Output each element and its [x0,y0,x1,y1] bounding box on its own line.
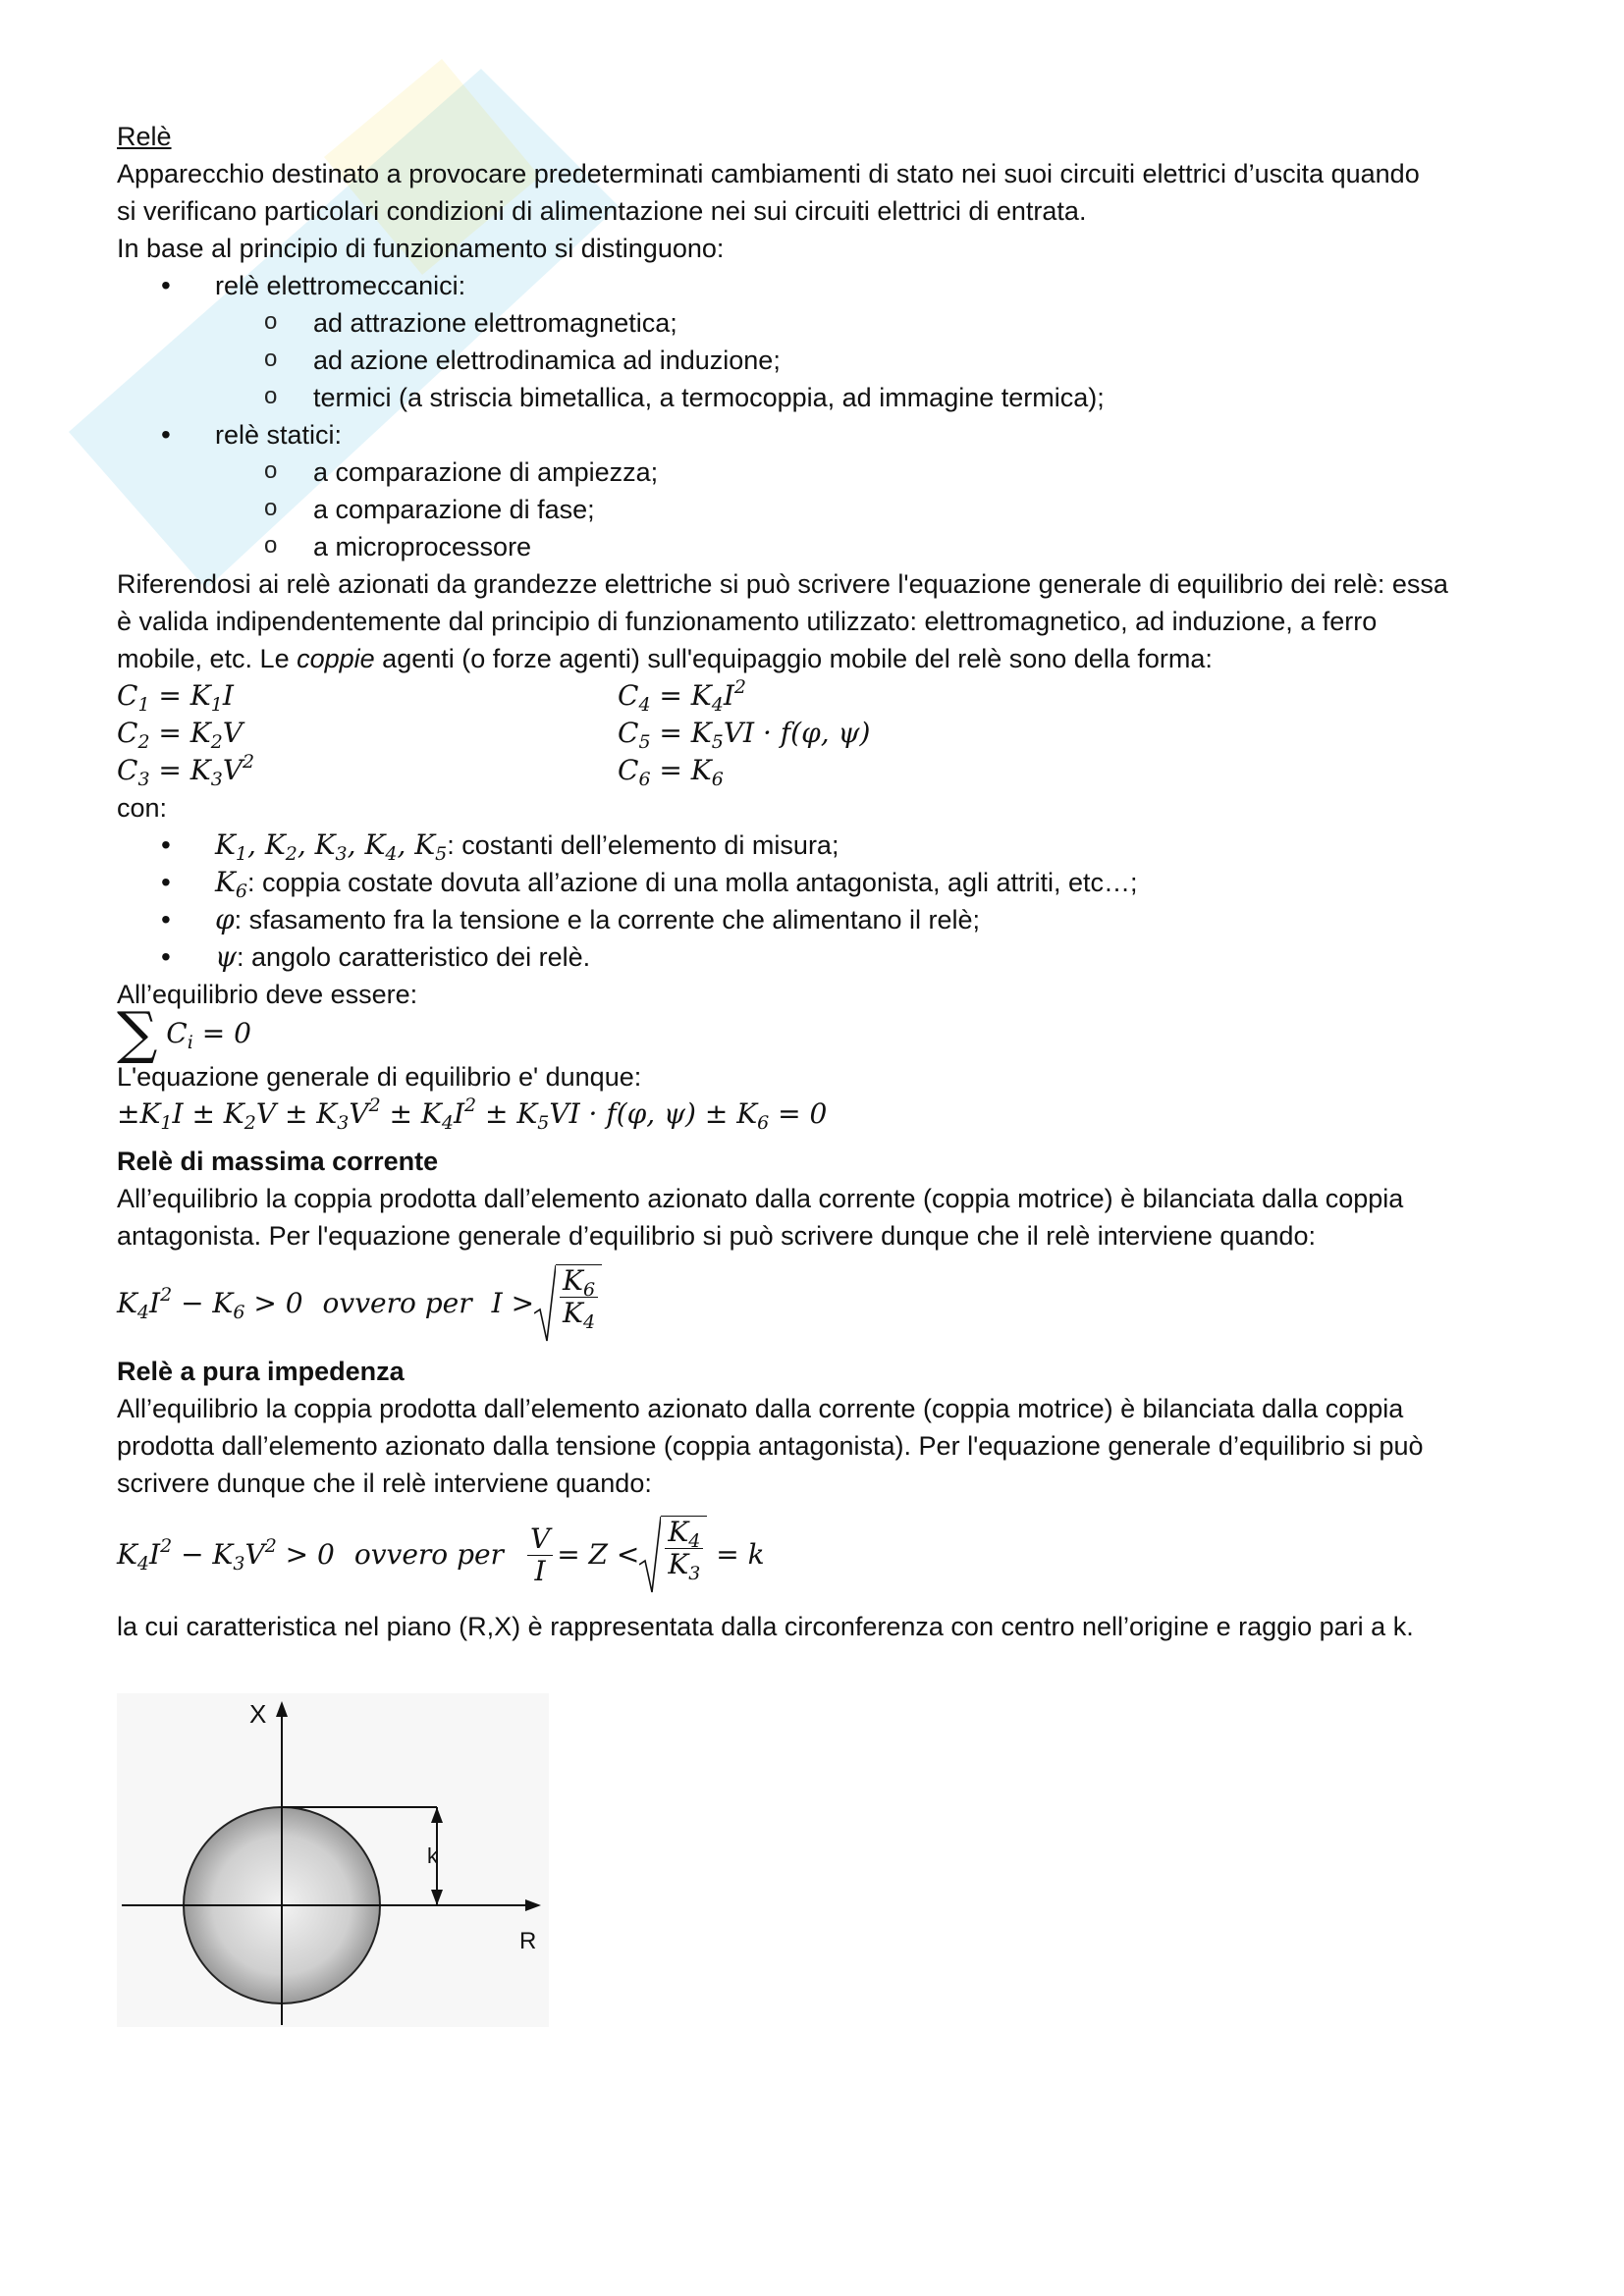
list-item: • ψ: angolo caratteristico dei relè. [215,938,1521,976]
torque-equations [117,677,1521,789]
list-item: • relè statici: o a comparazione di ampiezza; o a comparazione di fase; o a microprocessore [215,416,1521,565]
list-item: o termici (a striscia bimetallica, a termocoppia, ad immagine termica); [313,379,1521,416]
rx-characteristic-diagram [117,1693,549,2027]
list-item: o ad azione elettrodinamica ad induzione; [313,342,1521,379]
sum-equation: ∑ $C_i = 0$ [117,999,251,1066]
list-item: • $K_6$: coppia costate dovuta all’azione di una molla antagonista, agli attriti, etc…; [215,864,1521,901]
impedance-line-1: All’equilibrio la coppia prodotta dall’elemento azionato dalla corrente (coppia motrice) è bilanciata dalla coppia [117,1394,1404,1423]
equation-c6: $C_6 = K_6$ [618,754,724,790]
list-item: • relè elettromeccanici: o ad attrazione elettromagnetica; o ad azione elettrodinamica ad induzione; o termici (a striscia bimetallica, a termocoppia, ad immagine termica); [215,267,1521,416]
equation-c1: $C_1 = K_1I$ [117,679,234,716]
equation-c4: $C_4 = K_4I^2$ [618,676,746,716]
sqrt-symbol: $\frac{K_4}{K_3}$ [639,1516,707,1594]
list-item: o ad attrazione elettromagnetica; [313,304,1521,342]
x-axis-label: X [249,1699,267,1729]
relay-types-list [117,267,1521,565]
con-label: con: [117,793,168,823]
document-body [117,118,1521,1645]
impedance-title: Relè a pura impedenza [117,1357,405,1386]
electromech-sublist [215,304,1521,416]
intro-line-1: Apparecchio destinato a provocare predeterminati cambiamenti di stato nei suoi circuiti elettrici d’uscita quando [117,159,1420,188]
page-title: Relè [117,122,172,151]
overcurrent-line-2: antagonista. Per l'equazione generale d’equilibrio si può scrivere dunque che il relè interviene quando: [117,1221,1316,1251]
intro-line-3: In base al principio di funzionamento si distinguono: [117,234,725,263]
impedance-line-3: scrivere dunque che il relè interviene quando: [117,1468,652,1498]
definitions-list [117,827,1521,976]
impedance-closing: la cui caratteristica nel piano (R,X) è rappresentata dalla circonferenza con centro nell’origine e raggio pari a k. [117,1612,1414,1641]
list-item: • φ: sfasamento fra la tensione e la corrente che alimentano il relè; [215,901,1521,938]
general-para-line-2: è valida indipendentemente dal principio di funzionamento utilizzato: elettromagnetico, ad induzione, a ferro [117,607,1378,636]
overcurrent-line-1: All’equilibrio la coppia prodotta dall’elemento azionato dalla corrente (coppia motrice) è bilanciata dalla coppia [117,1184,1404,1213]
equation-c3: $C_3 = K_3V^2$ [117,751,255,790]
general-equation-label: L'equazione generale di equilibrio e' dunque: [117,1062,642,1092]
general-equation: $\pm K_1I \pm K_2V \pm K_3V^2 \pm K_4I^2 \pm K_5VI \cdot f(\varphi$, $\psi) \pm K_6 = 0$ [117,1095,828,1134]
impedance-equation: $K_4I^2 - K_3V^2 > 0$ ovvero per $\frac{V}{I}$ = Z < $\frac{K_4}{K_3}$ = k [117,1502,1521,1608]
equilibrium-label: All’equilibrio deve essere: [117,980,418,1009]
general-para-line-1: Riferendosi ai relè azionati da grandezze elettriche si può scrivere l'equazione generale di equilibrio dei relè: essa [117,569,1448,599]
impedance-line-2: prodotta dall’elemento azionato dalla tensione (coppia antagonista). Per l'equazione generale d’equilibrio si può [117,1431,1424,1461]
list-item: o a comparazione di fase; [313,491,1521,528]
r-axis-label: R [519,1928,537,1954]
overcurrent-title: Relè di massima corrente [117,1147,439,1176]
static-sublist [215,454,1521,565]
list-item: • $K_1$, $K_2$, $K_3$, $K_4$, $K_5$: costanti dell’elemento di misura; [215,827,1521,864]
list-item: o a microprocessore [313,528,1521,565]
equation-c2: $C_2 = K_2V$ [117,717,244,753]
intro-line-2: si verificano particolari condizioni di alimentazione nei sui circuiti elettrici di entrata. [117,196,1087,226]
general-para-line-3: mobile, etc. Le coppie agenti (o forze agenti) sull'equipaggio mobile del relè sono della forma: [117,644,1213,673]
overcurrent-equation: $K_4I^2 - K_6 > 0$ ovvero per I > $\frac{K_6}{K_4}$ [117,1255,1521,1353]
list-item: o a comparazione di ampiezza; [313,454,1521,491]
radius-label: k [427,1843,438,1868]
sqrt-symbol: $\frac{K_6}{K_4}$ [534,1264,602,1343]
equation-c5: $C_5 = K_5VI \cdot f(\varphi$, ψ) [618,717,871,753]
